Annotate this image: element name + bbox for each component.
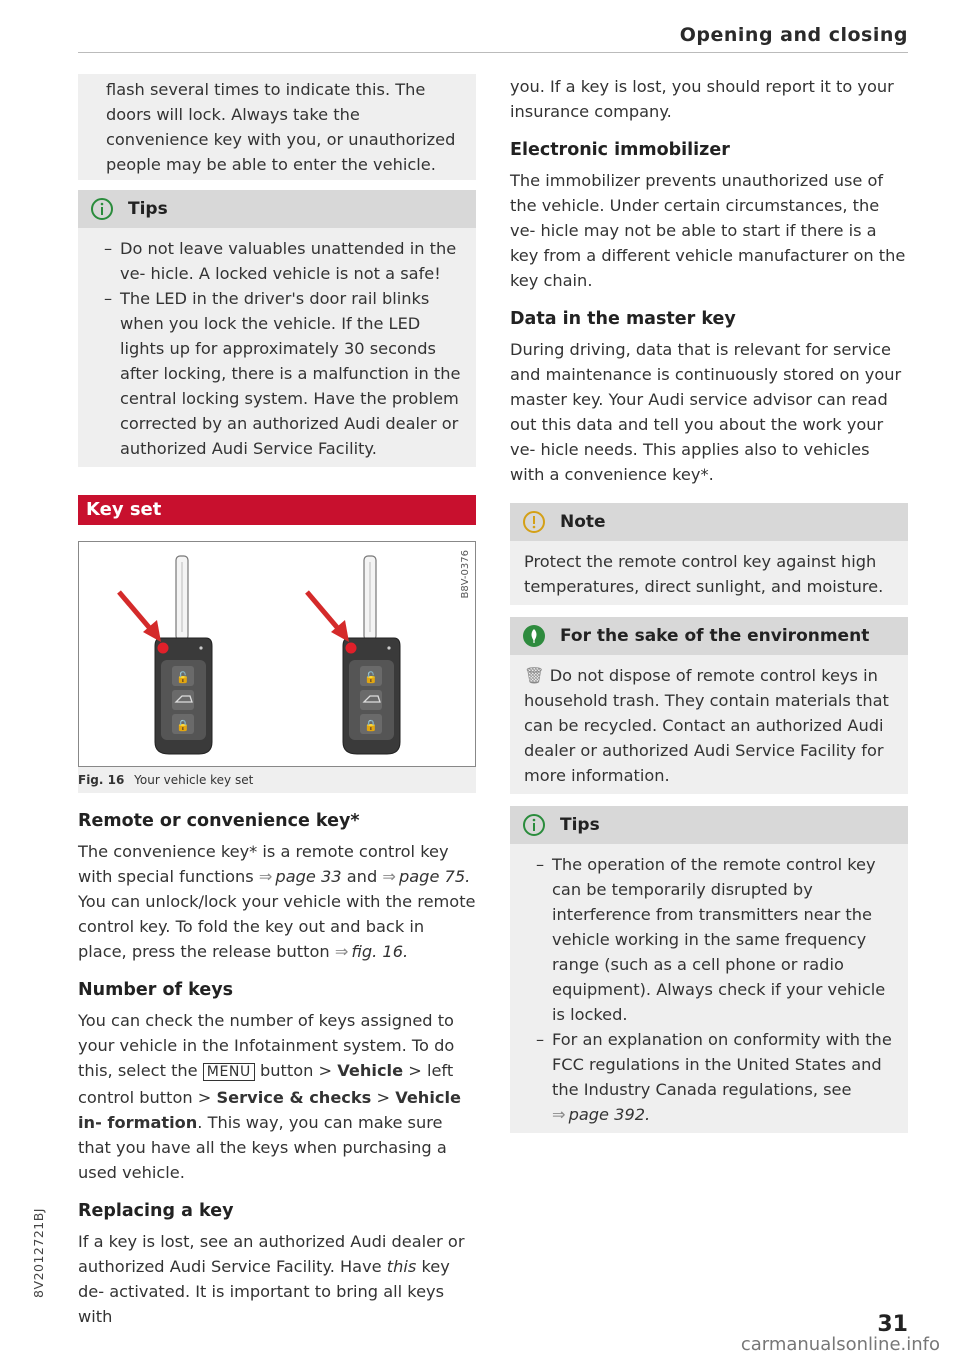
tips-heading: Tips — [128, 199, 168, 219]
page-number: 31 — [877, 1312, 908, 1337]
note-header — [510, 503, 908, 541]
left-column — [78, 74, 476, 1329]
key-left — [119, 556, 212, 754]
number-of-keys-text: You can check the number of keys assigned to your vehicle in the Infotainment system. To do this, select the MENU button > Vehicle > left control button > Service & checks > Vehicle in- formation. This way, you can make sure that you have all the keys when purchasing a used vehicle. — [78, 1011, 462, 1182]
heading-remote-key: Remote or convenience key* — [78, 811, 360, 831]
tip-item: – The LED in the driver's door rail blinks when you lock the vehicle. If the LED lights up for approximately 30 seconds after locking, there is a malfunction in the central locking system. Have the problem corrected by an authorized Audi dealer or authorized Audi Service Facility. — [92, 286, 462, 461]
tips-heading: Tips — [560, 815, 600, 835]
note-heading: Note — [560, 512, 606, 532]
figure-ref-link[interactable]: fig. 16. — [351, 942, 409, 961]
info-icon — [90, 197, 114, 221]
key-set-figure — [78, 541, 476, 767]
arrow-right-icon: ⇒ — [334, 942, 349, 961]
header-divider — [78, 52, 908, 53]
environment-header — [510, 617, 908, 655]
tip-item: – Do not leave valuables unattended in the ve- hicle. A locked vehicle is not a safe! — [92, 236, 462, 286]
key-right — [307, 556, 400, 754]
exclamation-icon — [522, 510, 546, 534]
heading-immobilizer: Electronic immobilizer — [510, 140, 730, 160]
figure-code: B8V-0376 — [460, 550, 471, 599]
immobilizer-text: The immobilizer prevents unauthorized use of the vehicle. Under certain circumstances, the ve- hicle may not be able to start if there is a key from a different vehicle manufacturer on the key chain. — [510, 171, 906, 290]
tip-item: – The operation of the remote control key can be temporarily disrupted by interference from transmitters near the vehicle working in the same frequency range (such as a cell phone or radio equipment). Always check if your vehicle is locked. — [524, 852, 894, 1027]
tips-body — [78, 228, 476, 467]
heading-master-key-data: Data in the master key — [510, 309, 736, 329]
right-column — [510, 74, 908, 1133]
master-key-data-text: During driving, data that is relevant for service and maintenance is continuously stored on your master key. Your Audi service advisor can read out this data and tell you about the work your ve- hicle needs. This applies also to vehicles with a convenience key*. — [510, 340, 902, 484]
arrow-right-icon: ⇒ — [382, 867, 396, 886]
section-title-key-set: Key set — [78, 495, 476, 525]
environment-text: 🗑 Do not dispose of remote control keys in household trash. They contain materials that can be recycled. Contact an authorized Audi dealer or authorized Audi Service Facility for more information. — [524, 666, 889, 785]
svg-text:🔓: 🔓 — [176, 671, 190, 684]
replacing-key-text: If a key is lost, see an authorized Audi dealer or authorized Audi Service Facility. Have this key de- activated. It is important to bring all keys with — [78, 1232, 465, 1326]
tips-header — [510, 806, 908, 844]
note-text: Protect the remote control key against high temperatures, direct sunlight, and moisture. — [524, 552, 884, 596]
warning-continuation — [78, 74, 476, 180]
tips-box-right — [510, 806, 908, 1133]
heading-number-of-keys: Number of keys — [78, 980, 234, 1000]
figure-label: Fig. 16 — [78, 773, 125, 787]
environment-box — [510, 617, 908, 794]
warning-text: flash several times to indicate this. The doors will lock. Always take the convenience key with you, or unauthorized people may be able to enter the vehicle. — [106, 80, 456, 174]
environment-leaf-icon — [522, 624, 546, 648]
page-header-title: Opening and closing — [679, 24, 908, 46]
svg-text:🔒: 🔒 — [364, 719, 378, 732]
environment-heading: For the sake of the environment — [560, 626, 870, 646]
page-ref-link[interactable]: page 33 — [275, 867, 342, 886]
tips-box-left — [78, 190, 476, 467]
figure-caption — [78, 767, 476, 793]
page-ref-link[interactable]: page 392. — [568, 1105, 651, 1124]
figure-caption-text: Your vehicle key set — [134, 773, 254, 787]
info-icon — [522, 813, 546, 837]
environment-body — [510, 655, 908, 794]
watermark: carmanualsonline.info — [740, 1334, 940, 1355]
remote-key-text: The convenience key* is a remote control key with special functions ⇒ page 33 and ⇒ page 75. You can unlock/lock your vehicle with the remote control key. To fold the key out and back in place, press the release button ⇒ fig. 16. — [78, 842, 476, 961]
crossed-bin-icon: 🗑 — [524, 666, 545, 685]
arrow-right-icon: ⇒ — [552, 1105, 566, 1124]
document-code: 8V2012721BJ — [31, 1208, 46, 1298]
tips-header — [78, 190, 476, 228]
key-illustration — [79, 542, 475, 764]
arrow-right-icon: ⇒ — [258, 867, 273, 886]
svg-text:🔒: 🔒 — [176, 719, 190, 732]
tips-body — [510, 844, 908, 1133]
menu-button-label: MENU — [203, 1063, 255, 1081]
note-box — [510, 503, 908, 605]
svg-text:🔓: 🔓 — [364, 671, 378, 684]
note-body — [510, 541, 908, 605]
page-ref-link[interactable]: page 75. — [398, 867, 471, 886]
continuation-text: you. If a key is lost, you should report it to your insurance company. — [510, 77, 894, 121]
heading-replacing-key: Replacing a key — [78, 1201, 234, 1221]
tip-item: – For an explanation on conformity with the FCC regulations in the United States and the Industry Canada regulations, see ⇒ page 392. — [524, 1027, 894, 1127]
